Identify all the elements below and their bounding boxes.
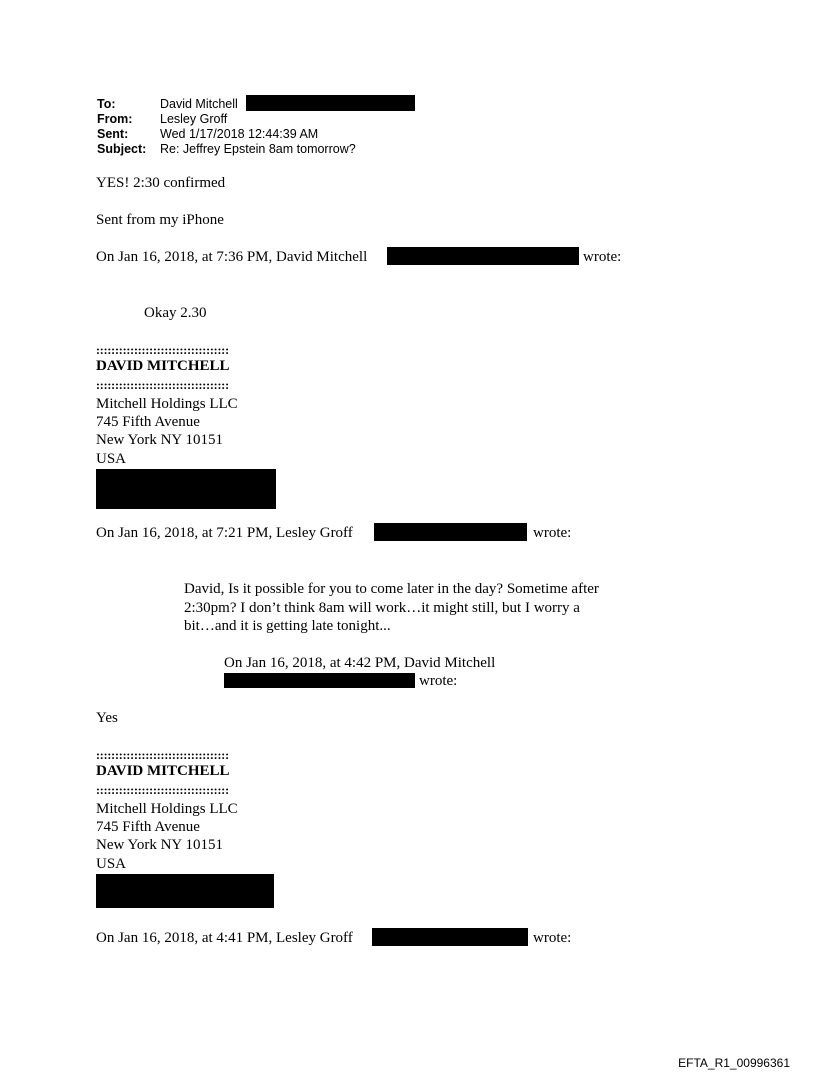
redaction-box [96, 874, 274, 908]
redaction-box [96, 469, 276, 509]
quote-header-1-suffix: wrote: [583, 249, 622, 265]
body-line-sent-from: Sent from my iPhone [96, 212, 224, 228]
signature-dots-bottom: ::::::::::::::::::::::::::::::::::: [96, 783, 229, 797]
quote-header-4-suffix: wrote: [533, 930, 572, 946]
to-value: David Mitchell [160, 97, 238, 111]
reply-yes: Yes [96, 710, 118, 726]
redaction-box [372, 928, 528, 946]
quote-header-3-suffix: wrote: [419, 673, 458, 689]
redaction-box [224, 673, 415, 688]
subject-value: Re: Jeffrey Epstein 8am tomorrow? [160, 142, 356, 156]
quote-header-1: On Jan 16, 2018, at 7:36 PM, David Mitchell [96, 249, 368, 265]
quote-header-2: On Jan 16, 2018, at 7:21 PM, Lesley Groff [96, 525, 353, 541]
signature-name: DAVID MITCHELL [96, 763, 230, 779]
signature-street: 745 Fifth Avenue [96, 414, 200, 430]
signature-name: DAVID MITCHELL [96, 358, 230, 374]
reply-okay: Okay 2.30 [144, 305, 207, 321]
from-label: From: [97, 112, 133, 126]
quote-header-4: On Jan 16, 2018, at 4:41 PM, Lesley Groff [96, 930, 353, 946]
quote-header-2-suffix: wrote: [533, 525, 572, 541]
signature-city: New York NY 10151 [96, 432, 223, 448]
reply-line-2: 2:30pm? I don’t think 8am will work…it might still, but I worry a [184, 600, 580, 616]
signature-company: Mitchell Holdings LLC [96, 396, 238, 412]
sent-value: Wed 1/17/2018 12:44:39 AM [160, 127, 319, 141]
redaction-box [246, 95, 415, 111]
signature-country: USA [96, 451, 127, 467]
subject-label: Subject: [97, 142, 147, 156]
signature-city: New York NY 10151 [96, 837, 223, 853]
signature-street: 745 Fifth Avenue [96, 819, 200, 835]
signature-company: Mitchell Holdings LLC [96, 801, 238, 817]
reply-line-1: David, Is it possible for you to come later in the day? Sometime after [184, 581, 599, 597]
redaction-box [387, 247, 579, 265]
quote-header-3: On Jan 16, 2018, at 4:42 PM, David Mitchell [224, 655, 496, 671]
body-line-confirmed: YES! 2:30 confirmed [96, 175, 226, 191]
signature-dots-top: ::::::::::::::::::::::::::::::::::: [96, 748, 229, 762]
document-id: EFTA_R1_00996361 [678, 1056, 790, 1070]
signature-country: USA [96, 856, 127, 872]
signature-dots-bottom: ::::::::::::::::::::::::::::::::::: [96, 378, 229, 392]
reply-line-3: bit…and it is getting late tonight... [184, 618, 391, 634]
to-label: To: [97, 97, 116, 111]
signature-dots-top: ::::::::::::::::::::::::::::::::::: [96, 343, 229, 357]
sent-label: Sent: [97, 127, 129, 141]
redaction-box [374, 523, 527, 541]
from-value: Lesley Groff [160, 112, 228, 126]
